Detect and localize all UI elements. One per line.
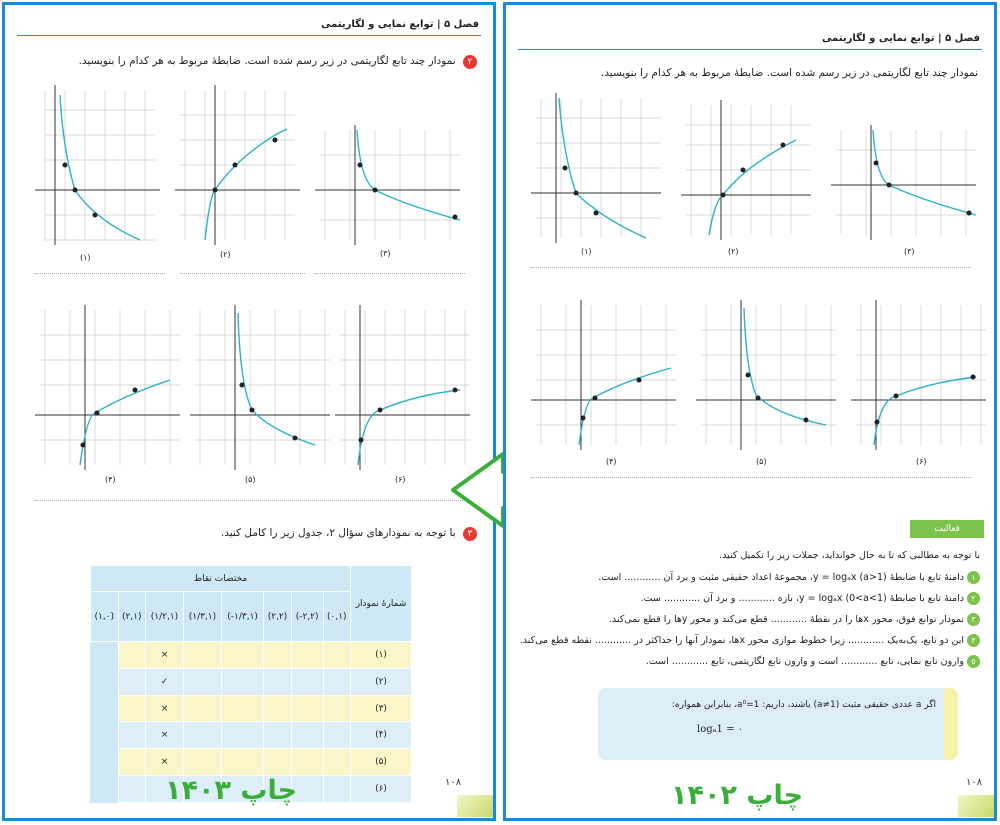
note-text: اگر a عددی حقیقی مثبت (a≠1) باشند، داریم: a⁰=1، بنابراین همواره: <box>671 700 936 710</box>
answer-line-1 <box>35 273 165 274</box>
graph-5-label: (۵) <box>756 457 767 466</box>
page-1402 <box>503 2 997 821</box>
answer-line-row2 <box>531 477 971 478</box>
page-1403 <box>2 2 496 821</box>
item-text: وارون تابع نمایی، تابع ............ است و وارون تابع لگاریتمی، تابع ............ است. <box>645 656 964 667</box>
table-row <box>91 668 412 695</box>
graph-5 <box>190 305 330 470</box>
answer-line-3 <box>315 273 465 274</box>
row-mark: × <box>145 749 183 776</box>
table-row <box>91 642 412 669</box>
item-text: این دو تابع، یک‌به‌یک ............ زیرا خطوط موازی محور xها، نمودار آنها را حداکثر در ............ نقطه قطع می‌کند. <box>519 635 964 646</box>
header-rule <box>17 35 481 36</box>
graph-2 <box>175 85 305 245</box>
page-corner <box>958 795 994 817</box>
graph-2-label: (۲) <box>220 250 231 259</box>
answer-line-2 <box>180 273 305 274</box>
question-3 <box>221 527 477 541</box>
activity-item-3 <box>609 613 980 626</box>
table-col-2: (۲,۲) <box>264 592 291 642</box>
header-rule <box>518 49 982 50</box>
table-row-header: شمارهٔ نمودار <box>351 566 412 642</box>
graph-6-label: (۶) <box>395 475 406 484</box>
row-label: (۱) <box>351 642 412 669</box>
graph-1-label: (۱) <box>80 253 91 262</box>
graph-1 <box>35 80 165 250</box>
question-3-text: با توجه به نمودارهای سؤال ۲، جدول زیر را کامل کنید. <box>220 527 456 539</box>
graph-6 <box>851 300 986 450</box>
row-mark: × <box>145 642 183 669</box>
table-row <box>91 722 412 749</box>
row-mark: × <box>145 695 183 722</box>
row-label: (۲) <box>351 668 412 695</box>
graph-6 <box>335 305 470 470</box>
note-box <box>598 688 958 760</box>
row-label: (۳) <box>351 695 412 722</box>
table-row <box>91 749 412 776</box>
activity-banner: فعالیت <box>910 520 984 538</box>
activity-intro: با توجه به مطالبی که تا به حال خواند‌اید، جملات زیر را تکمیل کنید. <box>719 550 980 561</box>
row-mark: × <box>145 722 183 749</box>
activity-item-5 <box>646 655 980 668</box>
table-col-6: (۲,۱) <box>118 592 145 642</box>
points-table <box>90 565 412 803</box>
question-2-number: ۲ <box>463 55 477 69</box>
graph-3 <box>831 125 981 240</box>
note-tab <box>944 688 958 760</box>
table-col-3: (۱/۳,۱-) <box>221 592 263 642</box>
page-corner <box>457 795 493 817</box>
page-number: ۱۰۸ <box>966 777 983 788</box>
question-text: نمودار چند تابع لگاریتمی در زیر رسم شده است. ضابطهٔ مربوط به هر کدام را بنویسید. <box>600 67 978 79</box>
graph-3 <box>315 125 465 245</box>
graph-6-label: (۶) <box>916 457 927 466</box>
item-text: دامنهٔ تابع با ضابطهٔ y = logₐx (a>1)، مجموعهٔ اعداد حقیقی مثبت و برد آن ............ است. <box>598 572 964 583</box>
table-col-0: (۰,۱) <box>323 592 350 642</box>
table-group-header: مختصات نقاط <box>91 566 351 592</box>
question-2-text: نمودار چند تابع لگاریتمی در زیر رسم شده است. ضابطهٔ مربوط به هر کدام را بنویسید. <box>78 55 456 67</box>
item-number: ۲ <box>967 592 980 605</box>
item-text: نمودار توابع فوق، محور xها را در نقطهٔ ............ قطع می‌کند و محور yها را قطع نمی‌کند. <box>608 614 964 625</box>
item-text: دامنهٔ تابع با ضابطهٔ y = logₐx (0<a<1)، بازه ............ و برد آن ............ ست. <box>640 593 964 604</box>
answer-line-row1 <box>531 267 971 268</box>
graph-4 <box>35 305 185 470</box>
graph-1-label: (۱) <box>581 247 592 256</box>
graph-3-label: (۳) <box>904 247 915 256</box>
answer-line-row2 <box>35 500 465 501</box>
graph-5-label: (۵) <box>245 475 256 484</box>
question-3-number: ۳ <box>463 527 477 541</box>
graph-2 <box>681 100 816 240</box>
graph-3-label: (۳) <box>380 249 391 258</box>
graph-5 <box>696 300 836 450</box>
row-label: (۴) <box>351 722 412 749</box>
chapter-header: فصل ۵ | توابع نمایی و لگاریتمی <box>320 19 479 30</box>
item-number: ۳ <box>967 613 980 626</box>
page-number: ۱۰۸ <box>445 777 462 788</box>
print-label-1403: چاپ ۱۴۰۳ <box>165 775 298 806</box>
table-col-4: (۱/۳,۱) <box>183 592 221 642</box>
activity-item-4 <box>520 634 980 647</box>
table-row <box>91 695 412 722</box>
table-col-5: (۱/۲,۱) <box>145 592 183 642</box>
graph-4 <box>531 300 681 450</box>
note-formula: logₐ1 = ۰ <box>697 724 743 735</box>
item-number: ۴ <box>967 634 980 647</box>
question-2 <box>79 55 477 69</box>
activity-item-2 <box>641 592 980 605</box>
print-label-1402: چاپ ۱۴۰۲ <box>671 780 804 811</box>
item-number: ۵ <box>967 655 980 668</box>
graph-4-label: (۴) <box>105 475 116 484</box>
graph-2-label: (۲) <box>728 247 739 256</box>
chapter-header: فصل ۵ | توابع نمایی و لگاریتمی <box>821 33 980 44</box>
graph-4-label: (۴) <box>606 457 617 466</box>
row-label: (۵) <box>351 749 412 776</box>
row-label: (۶) <box>351 776 412 803</box>
row-mark: ✓ <box>145 668 183 695</box>
item-number: ۱ <box>967 571 980 584</box>
table-col-1: (۲,۲-) <box>291 592 323 642</box>
activity-item-1 <box>598 571 980 584</box>
graph-1 <box>531 93 666 243</box>
table-col-7: (۱,۰) <box>91 592 119 642</box>
